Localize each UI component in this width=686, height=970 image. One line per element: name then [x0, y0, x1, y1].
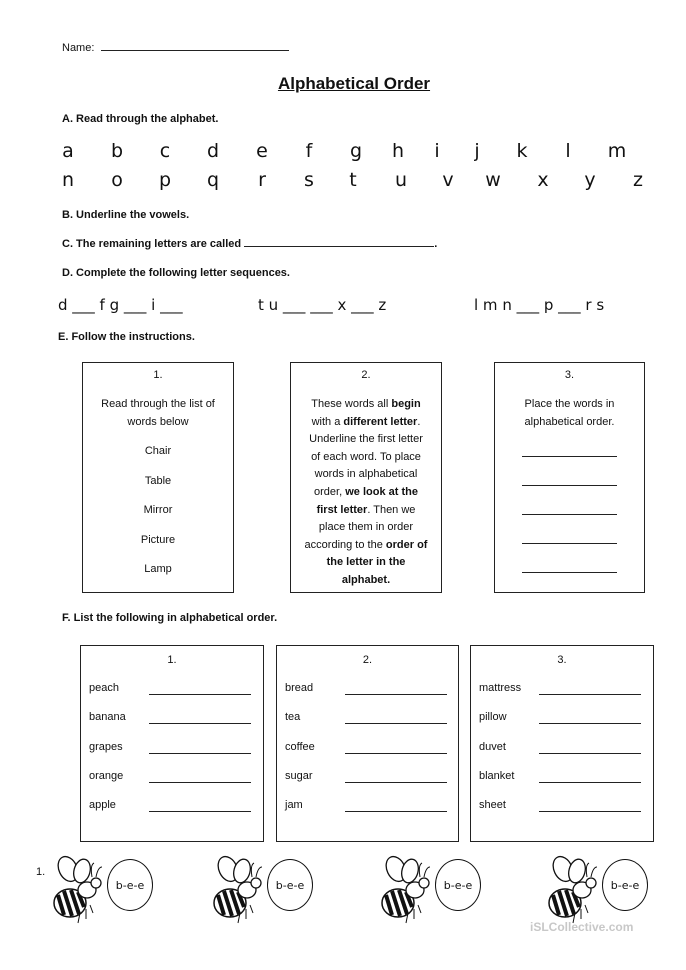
instruction-text-span: words in alphabetical [314, 468, 418, 481]
alphabet-letter: d [206, 140, 220, 162]
instruction-line [297, 502, 435, 520]
section-c-answer-line[interactable] [244, 246, 434, 247]
name-line[interactable] [101, 50, 289, 51]
name-label: Name: [62, 42, 95, 54]
instruction-line [297, 396, 435, 414]
list-box-2 [276, 645, 459, 842]
alphabet-letter: y [584, 169, 596, 191]
bee-icon [210, 855, 270, 930]
instruction-bold-span: we look at the [345, 485, 418, 498]
alphabet-letter: s [304, 169, 314, 191]
alphabet-letter: b [110, 140, 124, 162]
instruction-text-span: place them in order [318, 521, 414, 534]
alphabet-letter: e [256, 140, 268, 162]
watermark: iSLCollective.com [530, 920, 634, 934]
answer-line[interactable] [149, 723, 251, 724]
instruction-bold-span: first letter [316, 503, 368, 516]
list-word: apple [89, 799, 116, 812]
answer-line[interactable] [539, 782, 641, 783]
instruction-text-span: . Then we [367, 503, 416, 516]
list-box-number: 3. [557, 654, 567, 666]
answer-line[interactable] [345, 811, 447, 812]
alphabet-letter: w [485, 169, 501, 191]
alphabet-letter: h [391, 140, 405, 162]
answer-line[interactable] [522, 572, 617, 573]
instruction-text-span: of each word. To place [311, 450, 421, 463]
alphabet-letter: n [61, 169, 75, 191]
instruction-line: alphabetical order. [524, 415, 615, 428]
instruction-line [297, 431, 435, 449]
answer-line[interactable] [539, 753, 641, 754]
section-d-heading: D. Complete the following letter sequences. [62, 267, 290, 279]
instruction-line [297, 466, 435, 484]
list-box-1 [80, 645, 264, 842]
bee-illustration [210, 855, 330, 930]
instruction-word: Chair [144, 445, 172, 457]
instruction-line [297, 537, 435, 555]
answer-line[interactable] [345, 694, 447, 695]
answer-line[interactable] [522, 456, 617, 457]
name-field[interactable] [62, 42, 289, 54]
answer-line[interactable] [345, 753, 447, 754]
alphabet-letter: j [474, 140, 480, 162]
bee-icon [378, 855, 438, 930]
instruction-word: Mirror [143, 504, 173, 516]
list-word: orange [89, 769, 124, 782]
sequence-3: l m n ___ p ___ r s [474, 296, 605, 314]
alphabet-letter: u [394, 169, 408, 191]
instruction-box-number: 3. [564, 369, 575, 381]
sequence-2: t u ___ ___ x ___ z [258, 296, 387, 314]
instruction-text-span: . [417, 415, 421, 428]
speech-bubble: b-e-e [602, 859, 648, 911]
instruction-box-1 [82, 362, 234, 593]
alphabet-letter: p [158, 169, 172, 191]
answer-line[interactable] [149, 782, 251, 783]
list-box-number: 1. [167, 654, 177, 666]
section-a-heading: A. Read through the alphabet. [62, 113, 219, 125]
sequence-1: d ___ f g ___ i ___ [58, 296, 183, 314]
page-title: Alphabetical Order [277, 74, 431, 93]
alphabet-letter: t [349, 169, 357, 191]
answer-line[interactable] [149, 753, 251, 754]
instruction-line [297, 519, 435, 537]
answer-line[interactable] [345, 723, 447, 724]
list-word: banana [89, 711, 126, 724]
section-f-heading: F. List the following in alphabetical order. [62, 612, 278, 624]
instruction-bold-span: alphabet. [341, 573, 391, 586]
section-c [62, 238, 437, 250]
instruction-text-span: These words all [311, 398, 392, 410]
instruction-line: words below [127, 415, 189, 428]
alphabet-letter: l [565, 140, 571, 162]
instruction-text [89, 396, 227, 431]
instruction-box-2 [290, 362, 442, 593]
speech-bubble: b-e-e [267, 859, 313, 911]
list-box-3 [470, 645, 654, 842]
alphabet-letter: r [258, 169, 266, 191]
list-word: jam [285, 799, 303, 812]
instruction-text-span: Underline the first letter [309, 433, 423, 446]
alphabet-letter: z [633, 169, 643, 191]
answer-line[interactable] [539, 811, 641, 812]
instruction-line [297, 414, 435, 432]
answer-line[interactable] [539, 723, 641, 724]
instruction-bold-span: begin [391, 398, 421, 410]
instruction-bold-span: order of [385, 538, 428, 551]
instruction-word: Picture [140, 533, 176, 546]
instruction-word: Table [144, 474, 172, 487]
bee-illustration [378, 855, 498, 930]
instruction-line [297, 554, 435, 572]
bee-number-label: 1. [36, 866, 46, 878]
list-word: coffee [285, 740, 315, 753]
list-word: tea [285, 711, 301, 724]
instruction-line [297, 572, 435, 590]
section-c-period: . [434, 238, 438, 250]
list-word: sheet [479, 799, 506, 812]
alphabet-letter: i [434, 140, 440, 162]
alphabet-letter: q [206, 169, 220, 191]
bee-illustration [50, 855, 170, 930]
section-b-heading: B. Underline the vowels. [62, 209, 190, 221]
instruction-box-number: 2. [361, 369, 371, 381]
instruction-line: Place the words in [524, 398, 615, 410]
answer-line[interactable] [522, 543, 617, 544]
answer-line[interactable] [522, 514, 617, 515]
alphabet-letter: o [111, 169, 123, 191]
instruction-word: Lamp [144, 563, 172, 575]
list-word: bread [285, 682, 314, 694]
alphabet-letter: g [349, 140, 363, 162]
alphabet-letter: k [516, 140, 528, 162]
answer-line[interactable] [345, 782, 447, 783]
list-box-number: 2. [362, 654, 373, 666]
answer-line[interactable] [149, 694, 251, 695]
answer-line[interactable] [522, 485, 617, 486]
instruction-box-number: 1. [153, 369, 163, 381]
list-word: duvet [479, 740, 506, 753]
instruction-line: Read through the list of [101, 398, 215, 410]
alphabet-letter: c [159, 140, 171, 162]
instruction-line [297, 484, 435, 502]
list-word: mattress [479, 682, 522, 694]
answer-line[interactable] [539, 694, 641, 695]
instruction-bold-span: different letter [343, 415, 418, 428]
instruction-text [501, 396, 638, 431]
instruction-text-span: according to the [304, 538, 386, 551]
bee-illustration [545, 855, 665, 930]
list-word: peach [89, 682, 119, 694]
alphabet-letter: v [442, 169, 454, 191]
section-e-heading: E. Follow the instructions. [58, 331, 195, 343]
bee-icon [545, 855, 605, 930]
alphabet-letter: a [62, 140, 74, 162]
instruction-text-span: with a [311, 415, 344, 428]
alphabet-letter: f [305, 140, 313, 162]
answer-line[interactable] [149, 811, 251, 812]
alphabet-letter: m [607, 140, 627, 162]
alphabet-letter: x [537, 169, 549, 191]
instruction-text-span: order, [314, 485, 346, 498]
speech-bubble: b-e-e [435, 859, 481, 911]
speech-bubble: b-e-e [107, 859, 153, 911]
list-word: blanket [479, 769, 515, 782]
list-word: pillow [479, 711, 507, 724]
list-word: grapes [89, 740, 123, 753]
instruction-line [297, 449, 435, 467]
instruction-text [297, 396, 435, 590]
list-word: sugar [285, 769, 313, 782]
instruction-bold-span: the letter in the [326, 556, 406, 569]
bee-icon [50, 855, 110, 930]
instruction-box-3 [494, 362, 645, 593]
section-c-heading: C. The remaining letters are called [62, 238, 242, 250]
